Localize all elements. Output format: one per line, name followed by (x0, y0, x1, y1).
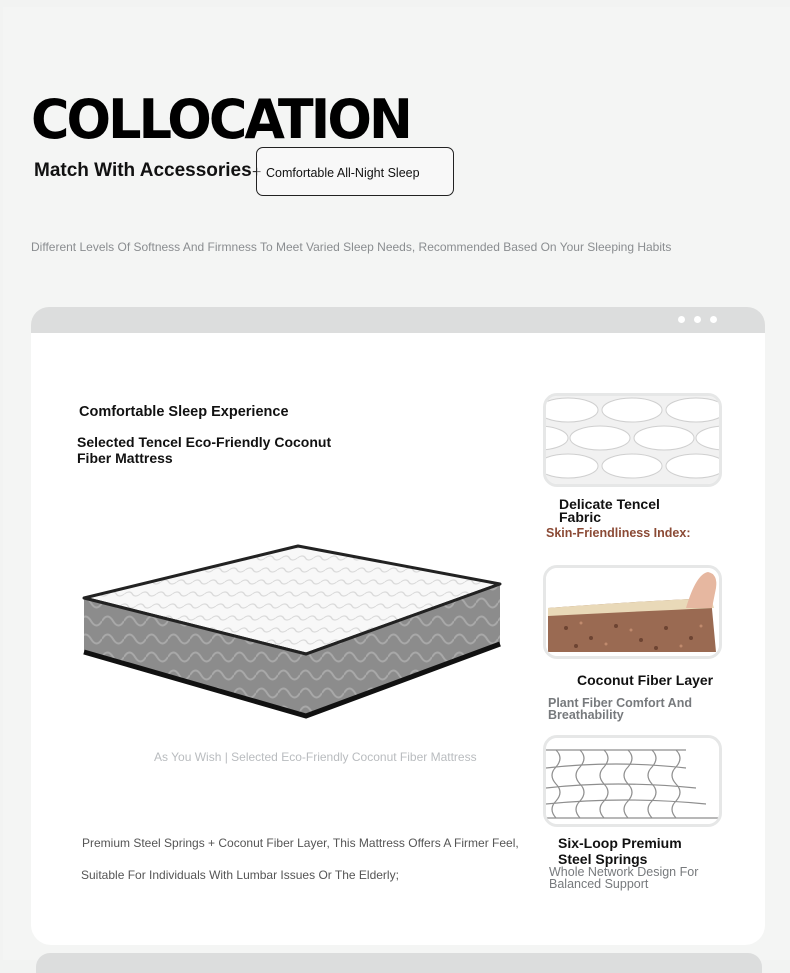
body-text: Premium Steel Springs + Coconut Fiber Layer, This Mattress Offers A Firmer Feel, (82, 836, 519, 850)
feature-title: Six-Loop Premium Steel Springs (558, 835, 682, 867)
feature-title: Coconut Fiber Layer (577, 672, 714, 688)
dot-icon (694, 316, 701, 323)
tencel-fabric-image (543, 393, 722, 487)
plus-sign: + (252, 164, 262, 181)
product-name: Selected Tencel Eco-Friendly Coconut Fiber Mattress (77, 434, 332, 466)
description: Different Levels Of Softness And Firmness To Meet Varied Sleep Needs, Recommended Based On Your Sleeping Habits (31, 240, 672, 254)
feature-subtitle: Plant Fiber Comfort And Breathability (548, 696, 692, 722)
feature-subtitle: Skin-Friendliness Index: (546, 526, 691, 540)
mattress-image (80, 540, 502, 732)
dot-icon (710, 316, 717, 323)
feature-subtitle: Whole Network Design For Balanced Support (549, 865, 699, 891)
body-text: Suitable For Individuals With Lumbar Issues Or The Elderly; (81, 868, 399, 882)
experience-title: Comfortable Sleep Experience (79, 404, 289, 420)
mattress-caption: As You Wish | Selected Eco-Friendly Coconut Fiber Mattress (154, 750, 477, 764)
collocation-logo: COLLOCATION (31, 88, 410, 151)
tag-label: Comfortable All-Night Sleep (266, 166, 420, 180)
coconut-fiber-image (543, 565, 722, 659)
feature-title: Delicate Tencel Fabric (559, 496, 660, 525)
tag-pill (256, 147, 454, 196)
steel-springs-image (543, 735, 722, 827)
dot-icon (678, 316, 685, 323)
subtitle: Match With Accessories (34, 160, 252, 181)
next-card-tab (36, 953, 762, 973)
